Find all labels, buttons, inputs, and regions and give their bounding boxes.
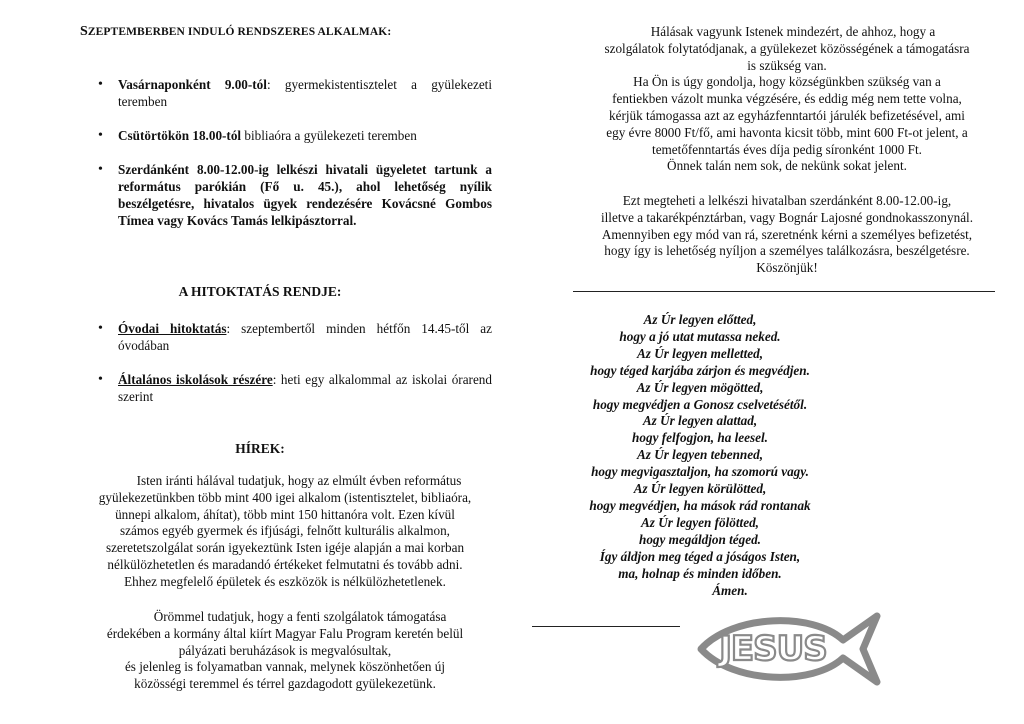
news-paragraph-1: Isten iránti hálával tudatjuk, hogy az elmúlt évben református gyülekezetünkben több mint 400 igei alkalom (istentisztelet, bibliaóra, ünnepi alkalom, áhítat), több mint 150 hittanóra volt. Ezen kívül számos egyéb gyermek és ifjúsági, felnőtt kulturális alkalmon, szeretetszolgálat során igyekeztünk Isten igéje alapján a mai korban nélkülözhetetlen és maradandó értékeket felmutatni és tovább adni. Ehhez megfelelő épületek és eszközök is nélkülözhetetlenek. [98, 473, 472, 589]
news-paragraph-2: Örömmel tudatjuk, hogy a fenti szolgálatok támogatása érdekében a kormány által kiírt Magyar Falu Program keretén belül pályázati beruházások is megvalósultak, és jelenleg is folyamatban vannak, melynek köszönhetően új közösségi teremmel és térrel gazdagodott gyülekezetünk. [106, 609, 464, 692]
list-item: • Szerdánként 8.00-12.00-ig lelkészi hivatali ügyeletet tartunk a református parókián (Fő u. 45.), ahol lehetőség nyílik beszélgetésre, hivatalos ügyek rendezésére Kovácsné Gombos Tímea vagy Kovács Tamás lelkipásztorral. [98, 161, 492, 229]
heading-news: HÍREK: [235, 441, 285, 456]
heading-september-events: SZEPTEMBERBEN INDULÓ RENDSZERES ALKALMAK: [80, 24, 392, 39]
regular-events-list [98, 76, 492, 229]
list-item: • Csütörtökön 18.00-tól bibliaóra a gyülekezeti teremben [98, 127, 492, 144]
list-item: • Óvodai hitoktatás: szeptembertől minden hétfőn 14.45-től az óvodában [98, 320, 492, 354]
fish-label: JESUS [719, 629, 827, 669]
list-item: • Vasárnaponként 9.00-tól: gyermekistentisztelet a gyülekezeti teremben [98, 76, 492, 110]
short-divider [532, 626, 680, 627]
heading-religious-education: A HITOKTATÁS RENDJE: [178, 284, 342, 299]
support-paragraph-1: Hálásak vagyunk Istenek mindezért, de ahhoz, hogy a szolgálatok folytatódjanak, a gyülekezet közösségének a támogatásra is szükség van. Ha Ön is úgy gondolja, hogy községünkben szükség van a fentiekben vázolt munka végzésére, és eddig még nem tette volna, kérjük támogassa azt az egyházfenntartói járulék befizetésével, ami egy évre 8000 Ft/fő, ami havonta kicsit több, mint 600 Ft-ot jelent, a temetőfenntartás éves díja pedig síronként 1000 Ft. Önnek talán nem sok, de nekünk sokat jelent. [604, 24, 970, 174]
section-divider [573, 291, 995, 292]
jesus-fish-icon [693, 610, 881, 688]
religious-education-list [98, 320, 492, 405]
blessing-poem: Az Úr legyen előtted, hogy a jó utat mutassa neked. Az Úr legyen melletted, hogy téged karjába zárjon és megvédjen. Az Úr legyen mögötted, hogy megvédjen a Gonosz cselvetésétől. Az Úr legyen alattad, hogy felfogjon, ha leesel. Az Úr legyen tebenned, hogy megvigasztaljon, ha szomorú vagy. Az Úr legyen körülötted, hogy megvédjen, ha mások rád rontanak Az Úr legyen fölötted, hogy megáldjon téged. Így áldjon meg téged a jóságos Isten, ma, holnap és minden időben. Ámen. [589, 312, 811, 598]
list-item: • Általános iskolások részére: heti egy alkalommal az iskolai órarend szerint [98, 371, 492, 405]
support-paragraph-2: Ezt megteheti a lelkészi hivatalban szerdánként 8.00-12.00-ig, illetve a takarékpénztárban, vagy Bognár Lajosné gondnokasszonynál. Amennyiben egy mód van rá, szeretnénk kérni a személyes befizetést, hogy így is lehetőség nyíljon a személyes találkozásra, beszélgetésre. Köszönjük! [600, 193, 974, 276]
